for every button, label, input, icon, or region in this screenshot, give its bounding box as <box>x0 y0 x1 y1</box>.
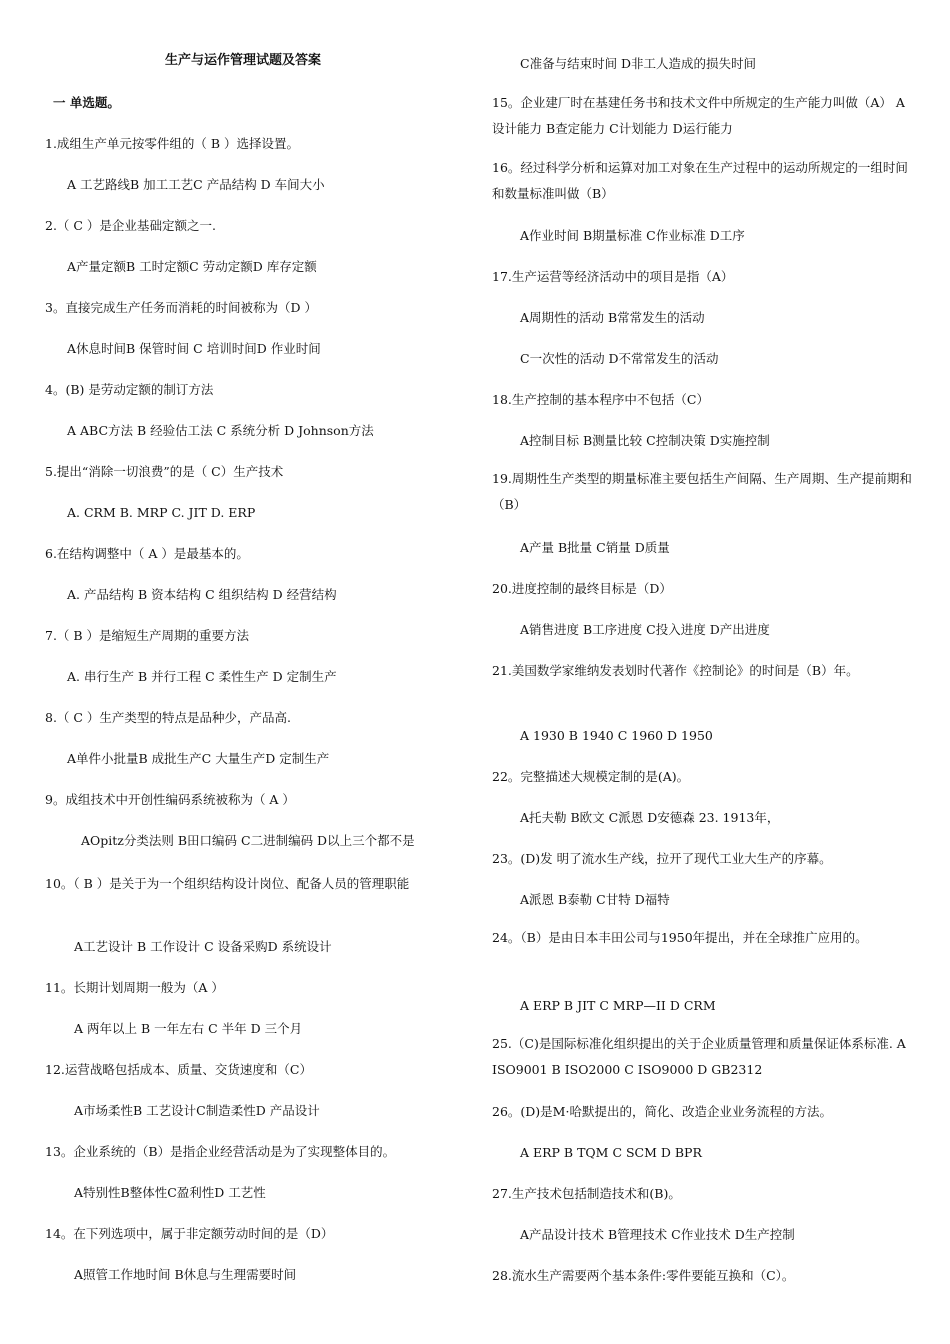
text-line: A. CRM B. MRP C. JIT D. ERP <box>67 505 256 520</box>
text-line: A 工艺路线B 加工工艺C 产品结构 D 车间大小 <box>67 177 325 192</box>
text-line: 27.生产技术包括制造技术和(B)。 <box>492 1186 681 1201</box>
text-line: 20.进度控制的最终目标是（D） <box>492 581 672 596</box>
text-line: A产品设计技术 B管理技术 C作业技术 D生产控制 <box>520 1227 795 1242</box>
text-line: 7.（ B ）是缩短生产周期的重要方法 <box>45 628 250 643</box>
text-line: A销售进度 B工序进度 C投入进度 D产出进度 <box>520 622 770 637</box>
text-line: A 两年以上 B 一年左右 C 半年 D 三个月 <box>74 1021 303 1036</box>
text-line: A周期性的活动 B常常发生的活动 <box>520 310 705 325</box>
text-line: A产量 B批量 C销量 D质量 <box>520 540 670 555</box>
text-line: 13。企业系统的（B）是指企业经营活动是为了实现整体目的。 <box>45 1144 396 1159</box>
text-line: A托夫勒 B欧文 C派恩 D安德森 23. 1913年， <box>520 810 780 825</box>
page-title: 生产与运作管理试题及答案 <box>165 53 322 68</box>
text-line: 3。直接完成生产任务而消耗的时间被称为（D ） <box>45 300 317 315</box>
section-heading: 一 单选题。 <box>53 95 120 110</box>
text-line: A ERP B JIT C MRP—II D CRM <box>520 998 716 1013</box>
text-line: 4。(B) 是劳动定额的制订方法 <box>45 382 214 397</box>
text-line: A. 产品结构 B 资本结构 C 组织结构 D 经营结构 <box>67 587 337 602</box>
text-line: AOpitz分类法则 B田口编码 C二进制编码 D以上三个都不是 <box>81 833 415 848</box>
text-line: C准备与结束时间 D非工人造成的损失时间 <box>520 56 757 71</box>
text-line: 8.（ C ）生产类型的特点是品种少，产品高. <box>45 710 291 725</box>
text-line: 18.生产控制的基本程序中不包括（C） <box>492 392 709 407</box>
text-line: A. 串行生产 B 并行工程 C 柔性生产 D 定制生产 <box>67 669 337 684</box>
text-line: 6.在结构调整中（ A ）是最基本的。 <box>45 546 249 561</box>
text-line: 17.生产运营等经济活动中的项目是指（A） <box>492 269 734 284</box>
text-line: 9。成组技术中开创性编码系统被称为（ A ） <box>45 792 295 807</box>
text-line: A ERP B TQM C SCM D BPR <box>520 1145 702 1160</box>
text-line: 11。长期计划周期一般为（A ） <box>45 980 224 995</box>
text-line: 22。完整描述大规模定制的是(A)。 <box>492 769 690 784</box>
text-line: C一次性的活动 D不常常发生的活动 <box>520 351 719 366</box>
text-line: A市场柔性B 工艺设计C制造柔性D 产品设计 <box>74 1103 320 1118</box>
text-line: 26。(D)是M·哈默提出的，简化、改造企业业务流程的方法。 <box>492 1104 832 1119</box>
text-line: 19.周期性生产类型的期量标准主要包括生产间隔、生产周期、生产提前期和（B） <box>492 471 912 512</box>
text-line: A控制目标 B测量比较 C控制决策 D实施控制 <box>520 433 770 448</box>
text-line: 14。在下列选项中，属于非定额劳动时间的是（D） <box>45 1226 334 1241</box>
text-line: 24。（B）是由日本丰田公司与1950年提出，并在全球推广应用的。 <box>492 930 868 945</box>
text-line: 16。经过科学分析和运算对加工对象在生产过程中的运动所规定的一组时间和数量标准叫做（B） <box>492 160 908 201</box>
text-line: A特别性B整体性C盈利性D 工艺性 <box>74 1185 266 1200</box>
text-line: 5.提出“消除一切浪费”的是（ C）生产技术 <box>45 464 284 479</box>
text-line: A产量定额B 工时定额C 劳动定额D 库存定额 <box>67 259 317 274</box>
text-line: 15。企业建厂时在基建任务书和技术文件中所规定的生产能力叫做（A） A设计能力 B查定能力 C计划能力 D运行能力 <box>492 95 905 136</box>
text-line: A ABC方法 B 经验估工法 C 系统分析 D Johnson方法 <box>67 423 374 438</box>
text-line: A作业时间 B期量标准 C作业标准 D工序 <box>520 228 745 243</box>
text-line: A 1930 B 1940 C 1960 D 1950 <box>520 728 713 743</box>
text-line: A照管工作地时间 B休息与生理需要时间 <box>74 1267 297 1282</box>
text-line: A休息时间B 保管时间 C 培训时间D 作业时间 <box>67 341 321 356</box>
text-line: 12.运营战略包括成本、质量、交货速度和（C） <box>45 1062 312 1077</box>
text-line: 10。（ B ）是关于为一个组织结构设计岗位、配备人员的管理职能 <box>45 876 410 891</box>
text-line: A单件小批量B 成批生产C 大量生产D 定制生产 <box>67 751 330 766</box>
text-line: 2.（ C ）是企业基础定额之一. <box>45 218 216 233</box>
text-line: 1.成组生产单元按零件组的（ B ）选择设置。 <box>45 136 300 151</box>
text-line: 23。(D)发 明了流水生产线，拉开了现代工业大生产的序幕。 <box>492 851 832 866</box>
text-line: A工艺设计 B 工作设计 C 设备采购D 系统设计 <box>74 939 332 954</box>
text-line: 21.美国数学家维纳发表划时代著作《控制论》的时间是（B）年。 <box>492 663 859 678</box>
text-line: 28.流水生产需要两个基本条件:零件要能互换和（C）。 <box>492 1268 795 1283</box>
text-line: 25.（C)是国际标准化组织提出的关于企业质量管理和质量保证体系标准. A ISO9001 B ISO2000 C ISO9000 D GB2312 <box>492 1036 906 1077</box>
text-line: A派恩 B泰勒 C甘特 D福特 <box>520 892 670 907</box>
